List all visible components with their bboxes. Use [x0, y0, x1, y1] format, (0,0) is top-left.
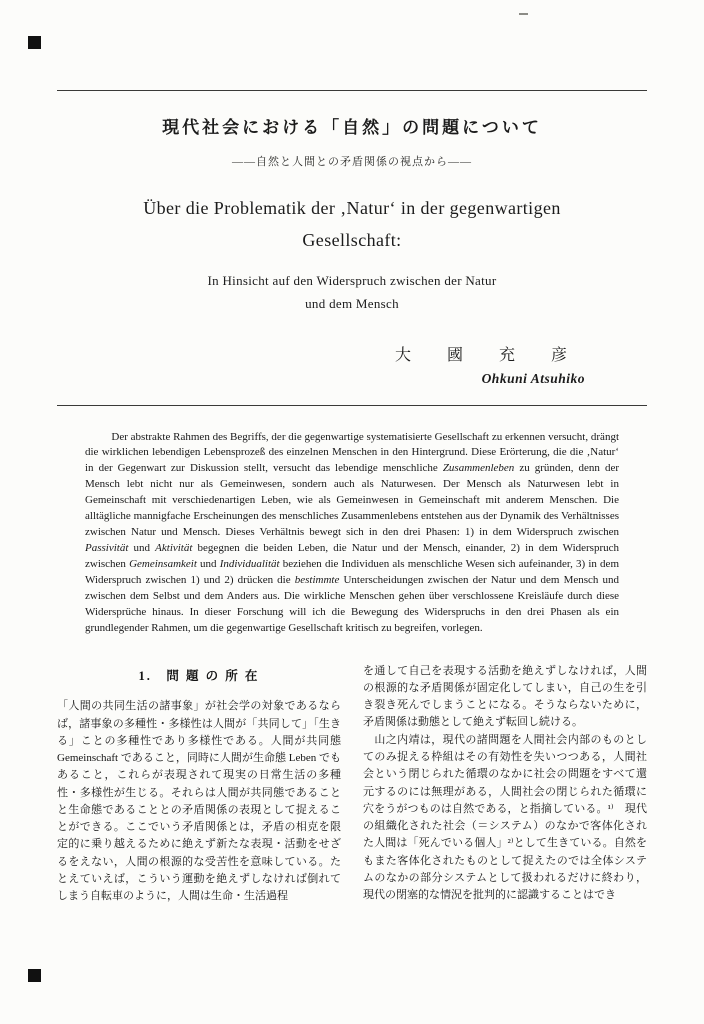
corner-mark-bottom-left: [28, 969, 41, 982]
body-columns: [57, 663, 647, 906]
author-name-romaji: Ohkuni Atsuhiko: [481, 370, 585, 386]
subtitle-japanese: ――自然と人間との矛盾関係の視点から――: [232, 156, 472, 168]
title-german-line1: Über die Problematik der ‚Natur‘ in der gegenwartigen: [143, 198, 561, 218]
header-rule-top: [57, 90, 647, 91]
body-paragraph: を通して自己を表現する活動を絶えずしなければ，人間の根源的な矛盾関係が固定化してしまい，自己の生を引き裂き死んでしまうことになる。そうならないために，矛盾関係は動態として絶えず転回し続ける。: [363, 664, 647, 729]
title-japanese: 現代社会における「自然」の問題について: [162, 118, 542, 137]
title-german-line2: Gesellschaft:: [302, 229, 402, 250]
subtitle-german: [57, 270, 647, 316]
header-rule-bottom: [57, 405, 647, 406]
body-paragraph: 山之内靖は，現代の諸問題を人間社会内部のものとしてのみ捉える枠組はその有効性を失いつつある，人間社会という閉じられた循環のなかに社会の問題をすべて還元するのには無理がある，人間社会の閉じられた循環に穴をうがつものは自然である，と指摘している。¹⁾ 現代の組織化された社会（＝システム）のなかで客体化された人間は「死んでいる個人」²⁾として生きている。自然をもまた客体化されたものとして捉えたのでは全体システムのなかの部分システムとして扱われるだけに終わり，現代の閉塞的な情況を批判的に認識することはでき: [363, 733, 647, 902]
body-column-right: [363, 663, 647, 906]
abstract-german: Der abstrakte Rahmen des Begriffs, der die gegenwartige systematisierte Gesellschaft zu erkennen versucht, drängt die wirklichen lebendigen Lebensprozeß des einzelnen Menschen in den Hintergrund. Diese Erörterung, die die ‚Natur‘ in der Gegenwart zur Diskussion stellt, versucht das lebendige menschliche Zusammenleben zu gründen, denn der Mensch lebt nicht nur als Gemeinwesen, sondern auch als Naturwesen. Der Mensch als Naturwesen lebt in Gemeinschaft mit verschiedenartigen Leben, wie als Gemeinwesen in Gemeinschaft mit anderem Menschen. Die alltägliche mannigfache Erscheinungen des menschliches Zusammenlebens entstehen aus der Dynamik des Verhältnisses zwischen Natur und Mensch. Dieses Verhältnis bewegt sich in den drei Phasen: 1) in dem Widerspruch zwischen Passivität und Aktivität begegnen die beiden Leben, die Natur und der Mensch, einander, 2) in dem Widerspruch zwischen Gemeinsamkeit und Individualität beziehen die Individuen als menschliche Wesen sich aufeinander, 3) in dem Widerspruch zwischen 1) und 2) drücken die bestimmte Unterscheidungen zwischen der Natur und dem Mensch und zwischen dem Selbst und dem Anders aus. Die wirkliche Menschen gehen über verschlossene Kreisläufe durch diese Widersprüche hinaus. In dieser Forschung will ich die Bewegung des Widerspruchs in den drei Phasen als ein grundlegender Rahmen, um die gegenwartige Gesellschaft kritisch zu begreifen, vorlegen.: [85, 430, 620, 634]
body-column-left: [57, 663, 341, 906]
corner-mark-top-left: [28, 36, 41, 49]
subtitle-german-line1: In Hinsicht auf den Widerspruch zwischen der Natur: [207, 273, 497, 288]
author-name-japanese: 大 國 充 彦: [394, 346, 577, 364]
title-german: [57, 193, 647, 256]
registration-mark-icon: [519, 13, 528, 15]
subtitle-german-line2: und dem Mensch: [305, 295, 399, 311]
section-heading: 1. 問 題 の 所 在: [138, 668, 260, 683]
body-paragraph: 「人間の共同生活の諸事象」が社会学の対象であるならば，諸事象の多種性・多様性は人間が「共同して」「生きる」ことの多種性であり多様性である。人間が共同態 Gemeinschaft であること，同時に人間が生命態 Leben でもあること，これらが表現されて現実の日常生活の多種性・多様性が生じる。それらは人間が共同態であることと生命態であることとの矛盾関係の表現として捉えることができる。ここでいう矛盾関係とは，矛盾の相克を限定的に乗り越えるために絶えず新たな表現・活動をせざるをえない，人間の根源的な受苦性を意味している。たとえていえば，こういう運動を絶えずしなければ倒れてしまう自転車のように，人間は生命・生活過程: [57, 700, 341, 903]
